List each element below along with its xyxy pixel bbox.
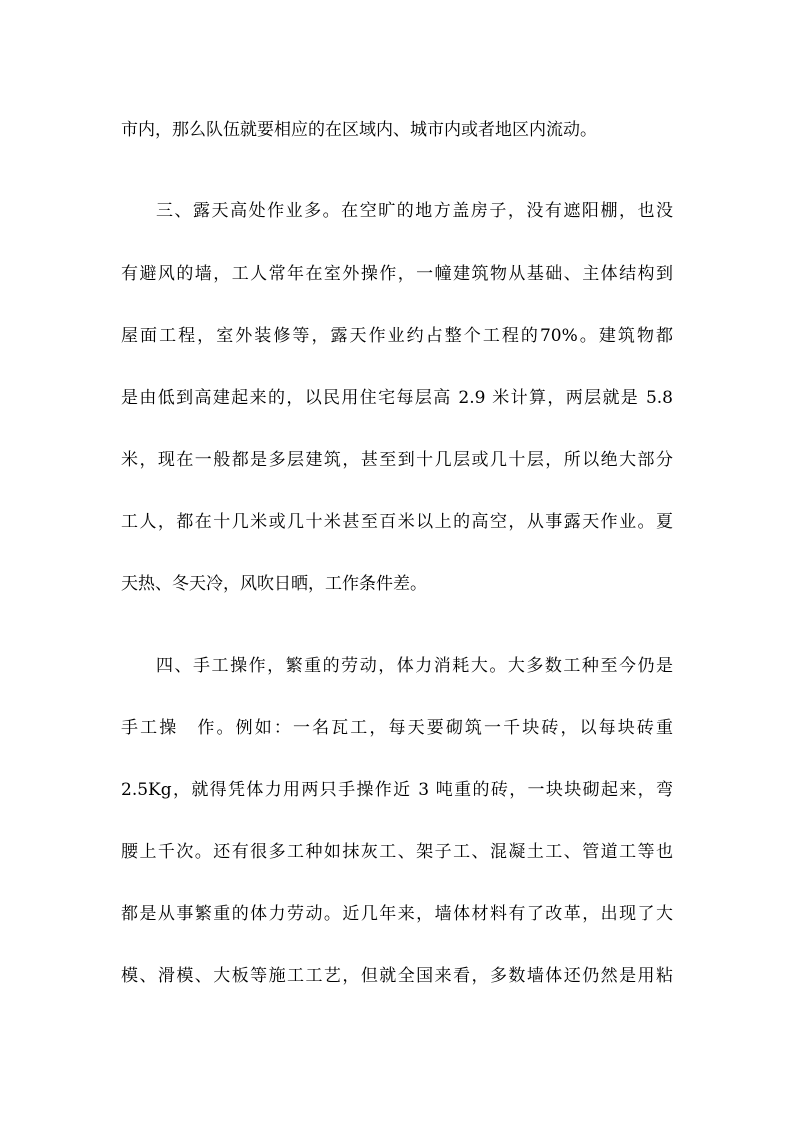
paragraph-2-line-7: 天热、冬天冷，风吹日晒，工作条件差。 [121, 574, 427, 594]
paragraph-2-line-2: 有避风的墙，工人常年在室外操作，一幢建筑物从基础、主体结构到 [121, 264, 673, 284]
paragraph-2-line-6: 工人，都在十几米或几十米甚至百米以上的高空，从事露天作业。夏 [121, 512, 673, 532]
paragraph-2-line-3: 屋面工程，室外装修等，露天作业约占整个工程的70%。建筑物都 [121, 326, 673, 346]
paragraph-1-line-1: 市内，那么队伍就要相应的在区域内、城市内或者地区内流动。 [121, 120, 597, 140]
paragraph-3-line-6: 模、滑模、大板等施工工艺，但就全国来看，多数墙体还仍然是用粘 [121, 966, 673, 986]
paragraph-2-line-4: 是由低到高建起来的，以民用住宅每层高 2.9 米计算，两层就是 5.8 [121, 388, 673, 408]
paragraph-3-line-5: 都是从事繁重的体力劳动。近几年来，墙体材料有了改革，出现了大 [121, 904, 673, 924]
paragraph-3-line-3: 2.5Kg，就得凭体力用两只手操作近 3 吨重的砖，一块块砌起来，弯 [121, 780, 673, 800]
paragraph-3-line-2: 手工操 作。例如：一名瓦工，每天要砌筑一千块砖，以每块砖重 [121, 718, 673, 738]
paragraph-2-line-1: 三、露天高处作业多。在空旷的地方盖房子，没有遮阳棚，也没 [156, 201, 673, 221]
paragraph-3-line-1: 四、手工操作，繁重的劳动，体力消耗大。大多数工种至今仍是 [156, 656, 673, 676]
paragraph-2-line-5: 米，现在一般都是多层建筑，甚至到十几层或几十层，所以绝大部分 [121, 450, 673, 470]
paragraph-3-line-4: 腰上千次。还有很多工种如抹灰工、架子工、混凝土工、管道工等也 [121, 842, 673, 862]
